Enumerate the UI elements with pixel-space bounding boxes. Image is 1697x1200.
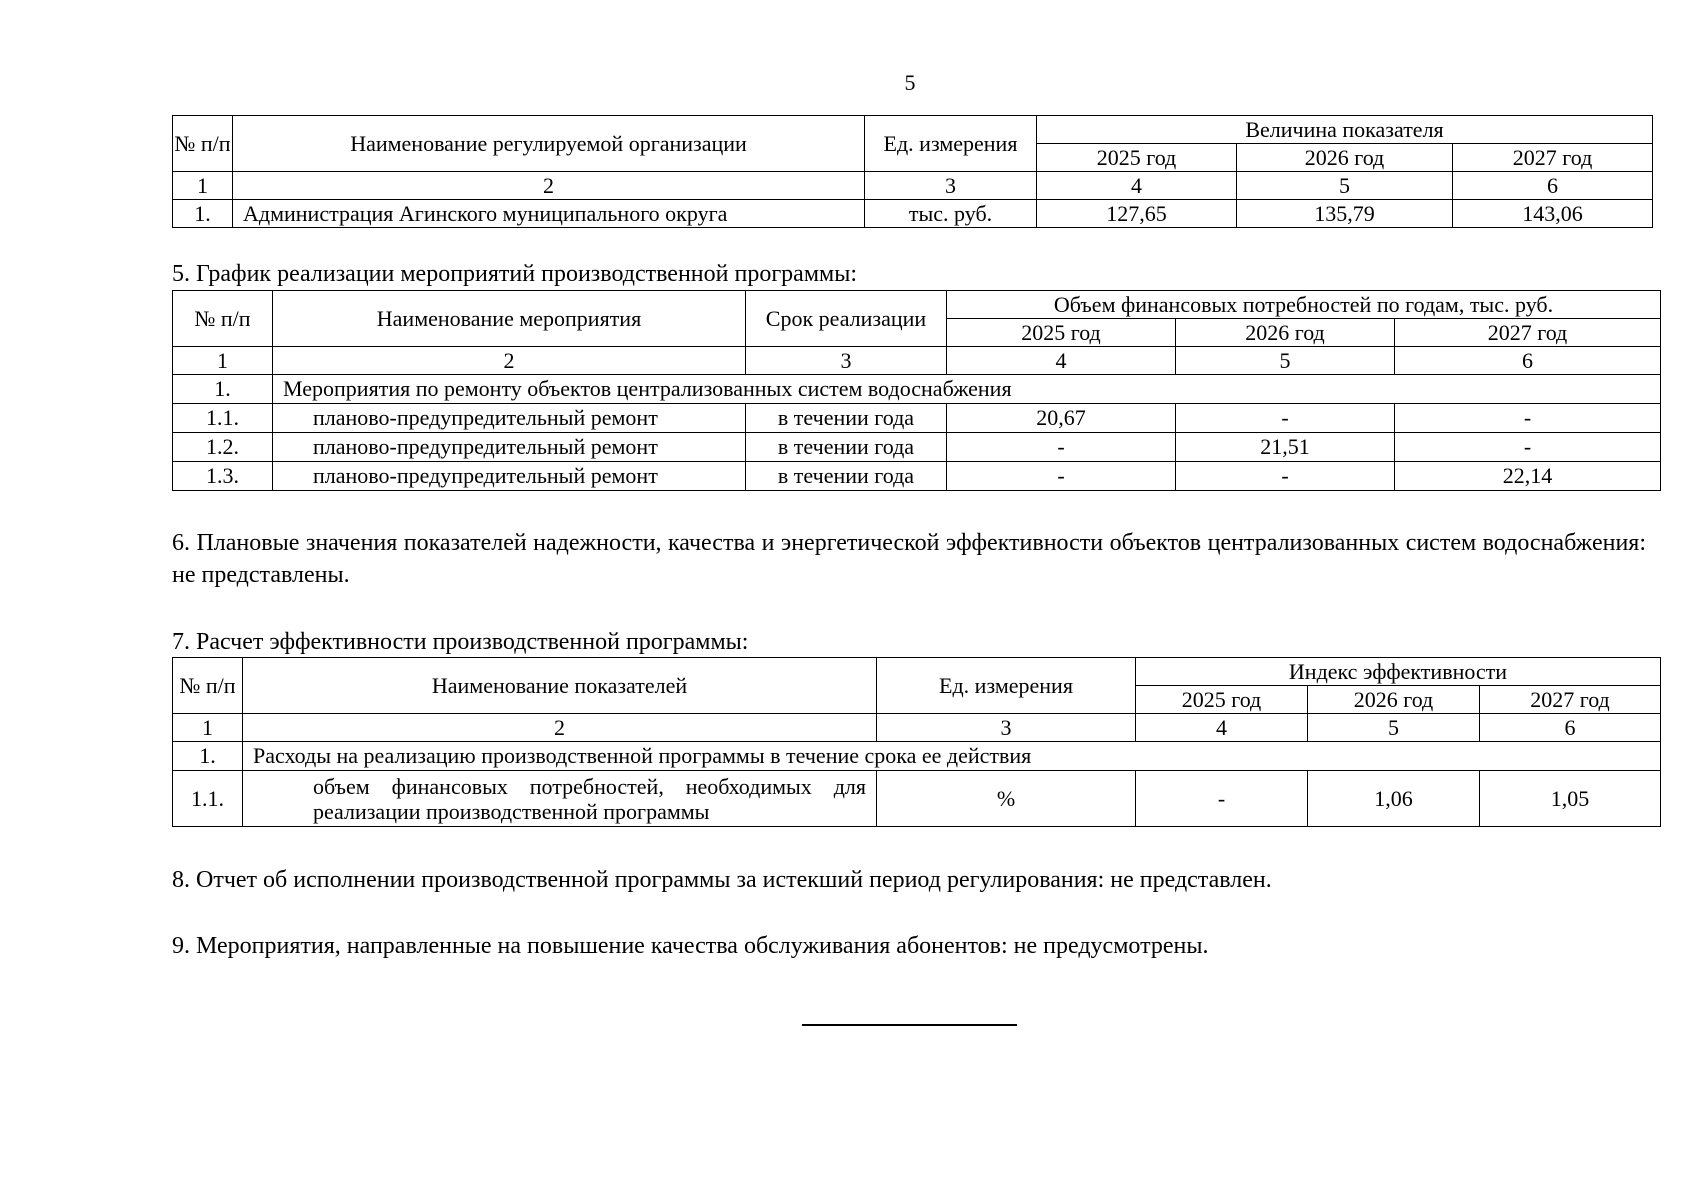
header-year: 2025 год bbox=[1136, 686, 1308, 714]
group-num: 1. bbox=[173, 375, 273, 404]
col-number: 3 bbox=[746, 347, 947, 375]
row-num: 1.1. bbox=[173, 771, 243, 827]
col-number: 1 bbox=[173, 172, 233, 200]
row-value: 143,06 bbox=[1453, 200, 1653, 228]
col-number: 1 bbox=[173, 347, 273, 375]
header-year: 2027 год bbox=[1395, 319, 1661, 347]
row-num: 1. bbox=[173, 200, 233, 228]
header-unit: Ед. измерения bbox=[865, 116, 1037, 172]
row-term: в течении года bbox=[746, 433, 947, 462]
group-num: 1. bbox=[173, 742, 243, 771]
header-year: 2026 год bbox=[1308, 686, 1480, 714]
row-value: - bbox=[1176, 462, 1395, 491]
header-num: № п/п bbox=[173, 291, 273, 347]
table-row bbox=[173, 200, 1653, 228]
row-value: - bbox=[1395, 404, 1661, 433]
header-unit: Ед. измерения bbox=[877, 658, 1136, 714]
row-unit: тыс. руб. bbox=[865, 200, 1037, 228]
efficiency-table bbox=[172, 657, 1661, 827]
group-name: Расходы на реализацию производственной программы в течение срока ее действия bbox=[243, 742, 1661, 771]
row-indicator-name: объем финансовых потребностей, необходимых для реализации производственной программы bbox=[243, 771, 877, 827]
row-value: 1,06 bbox=[1308, 771, 1480, 827]
col-number: 3 bbox=[877, 714, 1136, 742]
col-number: 3 bbox=[865, 172, 1037, 200]
group-name: Мероприятия по ремонту объектов централизованных систем водоснабжения bbox=[273, 375, 1661, 404]
header-year: 2026 год bbox=[1176, 319, 1395, 347]
table-row bbox=[173, 433, 1661, 462]
header-finance-volume: Объем финансовых потребностей по годам, тыс. руб. bbox=[947, 291, 1661, 319]
row-value: 20,67 bbox=[947, 404, 1176, 433]
row-value: 127,65 bbox=[1037, 200, 1237, 228]
row-unit: % bbox=[877, 771, 1136, 827]
col-number: 6 bbox=[1453, 172, 1653, 200]
table-row bbox=[173, 462, 1661, 491]
header-efficiency-index: Индекс эффективности bbox=[1136, 658, 1661, 686]
section9-text: 9. Мероприятия, направленные на повышение качества обслуживания абонентов: не предусмотрены. bbox=[172, 933, 1209, 959]
header-event-name: Наименование мероприятия bbox=[273, 291, 746, 347]
header-num: № п/п bbox=[173, 116, 233, 172]
row-value: - bbox=[1395, 433, 1661, 462]
row-num: 1.1. bbox=[173, 404, 273, 433]
row-value: - bbox=[947, 433, 1176, 462]
page-number: 5 bbox=[904, 70, 916, 95]
header-year: 2027 год bbox=[1453, 144, 1653, 172]
col-number: 2 bbox=[243, 714, 877, 742]
section7-title: 7. Расчет эффективности производственной программы: bbox=[172, 629, 749, 655]
col-number: 2 bbox=[273, 347, 746, 375]
col-number: 1 bbox=[173, 714, 243, 742]
section6-text: 6. Плановые значения показателей надежности, качества и энергетической эффективности объектов централизованных систем водоснабжения: не представлены. bbox=[172, 530, 1646, 588]
col-number: 2 bbox=[233, 172, 865, 200]
header-year: 2026 год bbox=[1237, 144, 1453, 172]
end-divider bbox=[802, 1024, 1017, 1026]
header-year: 2025 год bbox=[1037, 144, 1237, 172]
col-number: 5 bbox=[1176, 347, 1395, 375]
section8-text: 8. Отчет об исполнении производственной программы за истекший период регулирования: не представлен. bbox=[172, 867, 1272, 893]
row-value: 135,79 bbox=[1237, 200, 1453, 228]
header-num: № п/п bbox=[173, 658, 243, 714]
table-group-row bbox=[173, 375, 1661, 404]
indicator-table bbox=[172, 115, 1653, 228]
header-org-name: Наименование регулируемой организации bbox=[233, 116, 865, 172]
header-term: Срок реализации bbox=[746, 291, 947, 347]
col-number: 4 bbox=[947, 347, 1176, 375]
row-num: 1.3. bbox=[173, 462, 273, 491]
row-value: 1,05 bbox=[1480, 771, 1661, 827]
header-indicator-value: Величина показателя bbox=[1037, 116, 1653, 144]
table-row bbox=[173, 771, 1661, 827]
row-event-name: планово-предупредительный ремонт bbox=[273, 404, 746, 433]
row-event-name: планово-предупредительный ремонт bbox=[273, 433, 746, 462]
col-number: 5 bbox=[1308, 714, 1480, 742]
col-number: 6 bbox=[1395, 347, 1661, 375]
row-value: 22,14 bbox=[1395, 462, 1661, 491]
row-org-name: Администрация Агинского муниципального округа bbox=[233, 200, 865, 228]
col-number: 5 bbox=[1237, 172, 1453, 200]
row-value: - bbox=[1176, 404, 1395, 433]
table-group-row bbox=[173, 742, 1661, 771]
col-number: 4 bbox=[1136, 714, 1308, 742]
header-year: 2025 год bbox=[947, 319, 1176, 347]
row-value: 21,51 bbox=[1176, 433, 1395, 462]
row-value: - bbox=[947, 462, 1176, 491]
section5-title: 5. График реализации мероприятий производственной программы: bbox=[172, 261, 857, 287]
row-event-name: планово-предупредительный ремонт bbox=[273, 462, 746, 491]
header-indicator-name: Наименование показателей bbox=[243, 658, 877, 714]
row-term: в течении года bbox=[746, 462, 947, 491]
schedule-table bbox=[172, 290, 1661, 491]
table-row bbox=[173, 404, 1661, 433]
col-number: 4 bbox=[1037, 172, 1237, 200]
header-year: 2027 год bbox=[1480, 686, 1661, 714]
row-term: в течении года bbox=[746, 404, 947, 433]
col-number: 6 bbox=[1480, 714, 1661, 742]
row-num: 1.2. bbox=[173, 433, 273, 462]
row-value: - bbox=[1136, 771, 1308, 827]
